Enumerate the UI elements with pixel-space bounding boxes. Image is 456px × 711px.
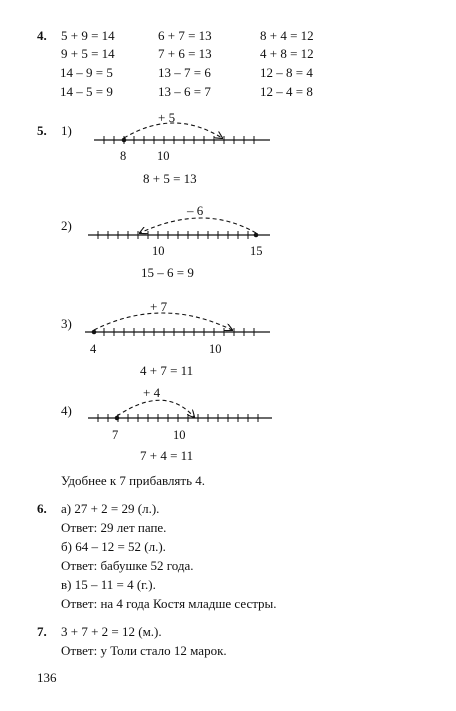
solution-line: в) 15 – 11 = 4 (г.). [61,577,156,592]
solution-line: а) 27 + 2 = 29 (л.). [61,501,160,516]
equation: 4 + 8 = 12 [260,46,314,61]
page-number: 136 [37,670,57,685]
equation: 8 + 5 = 13 [143,171,197,186]
tick-label: 10 [157,149,170,163]
number-line-axis [85,328,270,336]
number-line-axis [88,414,272,422]
start-point [92,330,97,335]
tick-label: 10 [152,244,165,258]
equation: 5 + 9 = 14 [61,28,115,43]
task-5-number: 5. [37,123,47,138]
answer-line: Ответ: у Толи стало 12 марок. [61,643,227,658]
equation: 4 + 7 = 11 [140,363,194,378]
task-5-conclusion: Удобнее к 7 прибавлять 4. [61,473,206,488]
task-4-number: 4. [37,28,47,43]
number-line-axis [88,231,270,239]
equation: 14 – 5 = 9 [60,84,113,99]
equation: 8 + 4 = 12 [260,28,314,43]
subtask-label: 3) [61,316,72,331]
arc-label: + 4 [143,385,161,400]
equation: 6 + 7 = 13 [158,28,212,43]
task-7-number: 7. [37,624,47,639]
solution-line: 3 + 7 + 2 = 12 (м.). [61,624,162,639]
arc-label: + 7 [150,299,168,314]
subtask-label: 2) [61,218,72,233]
solution-line: б) 64 – 12 = 52 (л.). [61,539,166,554]
answer-line: Ответ: на 4 года Костя младше сестры. [61,596,277,611]
equation: 12 – 8 = 4 [260,65,313,80]
equation: 7 + 6 = 13 [158,46,212,61]
tick-label: 10 [173,428,186,442]
equation: 14 – 9 = 5 [60,65,113,80]
jump-arc [140,218,256,233]
jump-arc [94,313,232,330]
equation: 13 – 6 = 7 [158,84,211,99]
jump-arc [117,400,194,417]
start-point [254,233,259,238]
equation: 7 + 4 = 11 [140,448,194,463]
answer-line: Ответ: 29 лет папе. [61,520,167,535]
arc-label: + 5 [158,110,176,125]
tick-label: 15 [250,244,263,258]
tick-label: 10 [209,342,222,356]
number-line-axis [94,136,270,144]
start-point [122,138,127,143]
tick-label: 8 [120,149,127,163]
start-point [115,416,120,421]
answer-line: Ответ: бабушке 52 года. [61,558,194,573]
equation: 12 – 4 = 8 [260,84,313,99]
equation: 15 – 6 = 9 [141,265,194,280]
tick-label: 7 [112,428,119,442]
equation: 13 – 7 = 6 [158,65,211,80]
equation: 9 + 5 = 14 [61,46,115,61]
subtask-label: 4) [61,403,72,418]
task-6-number: 6. [37,501,47,516]
arc-label: – 6 [187,203,204,218]
tick-label: 4 [90,342,97,356]
subtask-label: 1) [61,123,72,138]
